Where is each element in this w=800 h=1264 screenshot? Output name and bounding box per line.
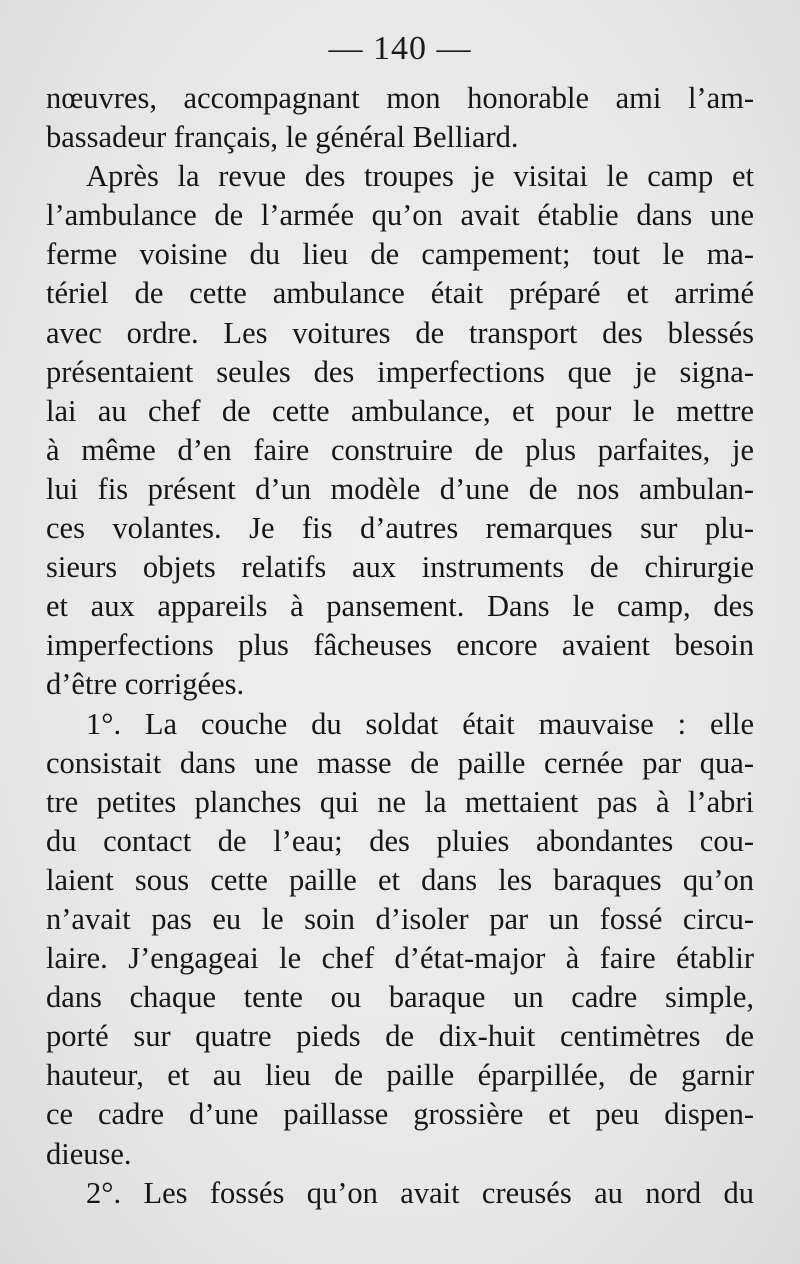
page-number: — 140 — [328,30,472,67]
text-line: lai au chef de cette ambulance, et pour le mettre [46,393,754,428]
text-line: ferme voisine du lieu de campement; tout le ma- [46,237,754,272]
text-line: porté sur quatre pieds de dix-huit centimètres de [46,1019,754,1054]
text-line: d’être corrigées. [46,667,245,702]
text-line: hauteur, et au lieu de paille éparpillée, de garnir [46,1058,754,1093]
text-line: du contact de l’eau; des pluies abondantes cou- [46,823,754,858]
text-line: tériel de cette ambulance était préparé et arrimé [46,276,754,311]
text-line: consistait dans une masse de paille cernée par qua- [46,745,754,780]
text-line: à même d’en faire construire de plus parfaites, je [46,432,754,467]
text-line: nœuvres, accompagnant mon honorable ami l’am- [46,81,754,115]
body-text [46,79,754,1213]
paragraph-start-line: 2°. Les fossés qu’on avait creusés au nord du [86,1175,754,1210]
text-line: l’ambulance de l’armée qu’on avait établie dans une [46,198,754,233]
text-line: ce cadre d’une paillasse grossière et peu dispen- [46,1097,754,1132]
paragraph-start-line: 1°. La couche du soldat était mauvaise : elle [86,706,754,741]
text-line: imperfections plus fâcheuses encore avaient besoin [46,628,754,663]
text-line: présentaient seules des imperfections que je signa- [46,354,754,389]
text-line: et aux appareils à pansement. Dans le camp, des [46,589,754,624]
paragraph-start-line: Après la revue des troupes je visitai le camp et [86,159,754,194]
text-line: tre petites planches qui ne la mettaient pas à l’abri [46,784,754,819]
text-line: laire. J’engageai le chef d’état-major à faire établir [46,941,754,976]
text-line: avec ordre. Les voitures de transport des blessés [46,315,754,350]
text-line: laient sous cette paille et dans les baraques qu’on [46,862,754,897]
text-line: lui fis présent d’un modèle d’une de nos ambulan- [46,471,754,506]
text-line: dieuse. [46,1136,132,1171]
text-line: dans chaque tente ou baraque un cadre simple, [46,980,754,1015]
text-line: bassadeur français, le général Belliard. [46,120,519,155]
text-line: n’avait pas eu le soin d’isoler par un fossé circu- [46,901,754,936]
text-line: ces volantes. Je fis d’autres remarques sur plu- [46,511,754,546]
text-line: sieurs objets relatifs aux instruments de chirurgie [46,550,754,585]
